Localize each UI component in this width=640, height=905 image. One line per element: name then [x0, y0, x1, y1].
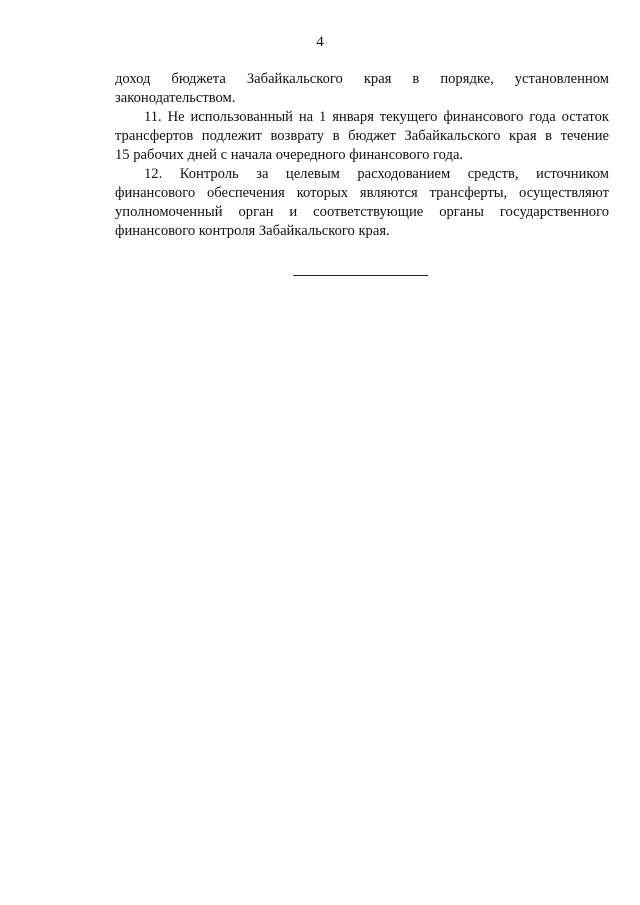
text-line: 12. Контроль за целевым расходованием средств, источником: [144, 166, 609, 182]
document-body: [115, 70, 609, 241]
paragraph-budget-income: [115, 70, 609, 108]
text-line: 11. Не использованный на 1 января текущего финансового года остаток: [144, 109, 609, 125]
paragraph-item-12: [115, 165, 609, 241]
text-line: 15 рабочих дней с начала очередного финансового года.: [115, 147, 464, 163]
end-separator-line: [293, 275, 428, 276]
text-line: доход бюджета Забайкальского края в порядке, установленном: [115, 71, 609, 87]
text-line: законодательством.: [115, 90, 236, 106]
text-line: уполномоченный орган и соответствующие органы государственного: [115, 204, 609, 220]
paragraph-item-11: [115, 108, 609, 165]
page-number: 4: [316, 34, 324, 50]
text-line: финансового контроля Забайкальского края.: [115, 223, 390, 239]
text-line: финансового обеспечения которых являются трансферты, осуществляют: [115, 185, 609, 201]
text-line: трансфертов подлежит возврату в бюджет Забайкальского края в течение: [115, 128, 609, 144]
